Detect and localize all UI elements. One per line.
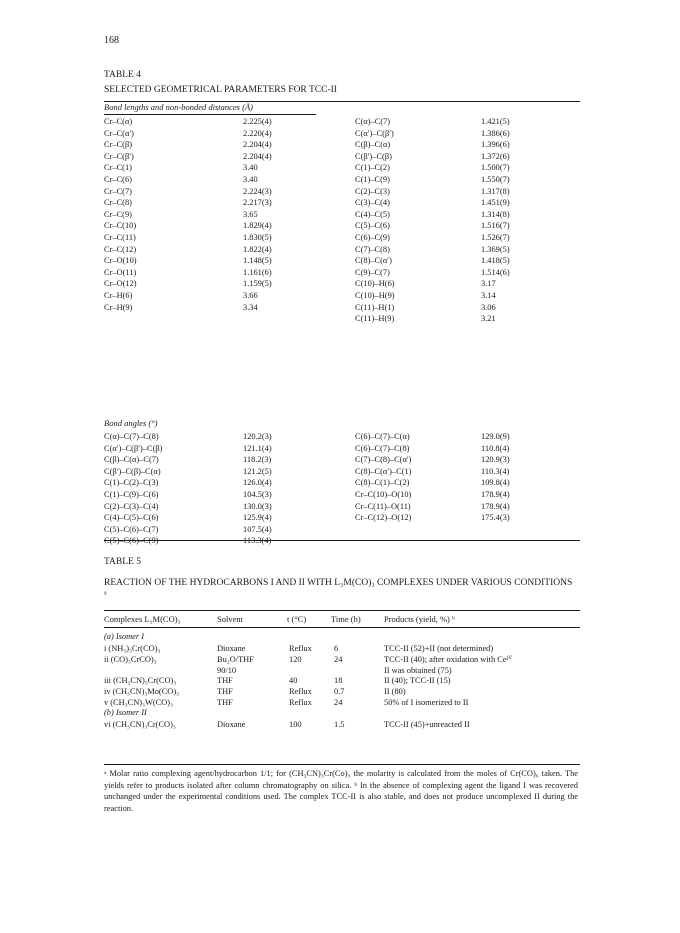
table4-bond-length-row-cell: C(11)–H(9) xyxy=(355,314,395,324)
table4-bond-length-row-cell: 1.514(6) xyxy=(481,267,510,277)
table4-bond-length-row-cell: C(10)–H(9) xyxy=(355,291,395,300)
table4-bond-length-row-cell: Cr–H(9) xyxy=(104,302,133,312)
table4-section-bond-lengths: Bond lengths and non-bonded distances (Å) xyxy=(104,102,253,112)
table4-bond-length-row-cell: 1.830(5) xyxy=(243,233,272,242)
table4-bond-length-row-cell: Cr–C(8) xyxy=(104,198,132,208)
table4-bond-length-row-cell: C(3)–C(4) xyxy=(355,198,390,208)
table5-row-cell: 24 xyxy=(334,698,343,707)
table4-bond-length-row-cell: 1.516(7) xyxy=(481,221,510,231)
table4-bond-angle-row-cell: C(2)–C(3)–C(4) xyxy=(104,501,159,511)
table4-title: SELECTED GEOMETRICAL PARAMETERS FOR TCC-II xyxy=(104,85,337,95)
table4-bond-length-row-cell: 2.224(3) xyxy=(243,186,272,196)
table4-bond-length-row-cell: C(1)–C(2) xyxy=(355,163,390,173)
table4-bond-length-row-cell: Cr–C(7) xyxy=(104,186,132,196)
table4-bond-angle-row-cell: 104.5(3) xyxy=(243,490,272,499)
table4-bond-length-row-cell: C(7)–C(8) xyxy=(355,244,390,254)
table4-bond-length-row-cell: 1.317(8) xyxy=(481,186,510,196)
table5-row-cell: Bu₂O/THF xyxy=(217,654,254,664)
table4-bond-length-row-cell: Cr–O(10) xyxy=(104,256,137,266)
table4-bond-angle-row-cell: 120.2(3) xyxy=(243,432,272,441)
table5-row-cell: v (CH₃CN)₃W(CO)₃ xyxy=(104,698,174,707)
table5-row-cell: Dioxane xyxy=(217,644,246,653)
table5-row-cell: 90/10 xyxy=(217,665,237,675)
table4-bond-length-row-cell: 1.822(4) xyxy=(243,244,272,254)
table4-bond-length-row-cell: C(10)–H(6) xyxy=(355,279,395,289)
table5-row-cell: iii (CH₃CN)₃Cr(CO)₃ xyxy=(104,676,177,686)
table4-bond-length-row-cell: 2.220(4) xyxy=(243,128,272,138)
table4-bond-length-row-cell: Cr–C(6) xyxy=(104,175,132,184)
table4-bond-length-row-cell: 2.204(4) xyxy=(243,151,272,161)
table4-bond-angle-row-cell: Cr–C(12)–O(12) xyxy=(355,513,412,523)
table5-row-cell: Reflux xyxy=(289,698,312,707)
table4-bond-length-row-cell: 3.65 xyxy=(243,209,258,219)
table4-bond-angle-row-cell: 125.9(4) xyxy=(243,513,272,523)
page-number: 168 xyxy=(104,35,119,46)
table4-bond-angle-row-cell: 178.9(4) xyxy=(481,490,510,499)
table5-row-cell: TCC-II (40); after oxidation with Ceᴵⱽ xyxy=(384,654,513,664)
table5-header-temperature: t (°C) xyxy=(287,614,307,624)
table5-row-cell: 24 xyxy=(334,654,343,664)
table5-group-a: (a) Isomer I xyxy=(104,632,145,641)
table4-bond-angle-row-cell: Cr–C(11)–O(11) xyxy=(355,501,411,511)
table4-label: TABLE 4 xyxy=(104,70,141,80)
table4-bond-length-row-cell: C(1)–C(9) xyxy=(355,175,390,184)
table4-bond-length-row-cell: 1.526(7) xyxy=(481,233,510,242)
table5-row-cell: Dioxane xyxy=(217,720,246,729)
table5-row-cell: 100 xyxy=(289,720,302,729)
table4-bond-angle-row-cell: Cr–C(10)–O(10) xyxy=(355,490,412,499)
table4-bond-length-row-cell: 1.418(5) xyxy=(481,256,510,266)
table4-bond-angle-row-cell: 110.8(4) xyxy=(481,443,510,453)
table5-row-cell: 40 xyxy=(289,676,298,686)
table5-row-cell: TCC-II (45)+unreacted II xyxy=(384,720,470,729)
table4-bond-length-row-cell: 3.40 xyxy=(243,163,258,173)
table4-bond-length-row-cell: Cr–O(12) xyxy=(104,279,137,289)
table4-bond-angle-row-cell: C(β′)–C(β)–C(α) xyxy=(104,466,161,476)
table5-row-cell: 6 xyxy=(334,644,339,653)
table4-bond-length-row-cell: 3.17 xyxy=(481,279,496,289)
table4-bond-angle-row-cell: 121.1(4) xyxy=(243,443,272,453)
table4-bond-length-row-cell: Cr–C(11) xyxy=(104,233,136,242)
table5-top-rule xyxy=(104,610,580,611)
table4-bond-length-row-cell: Cr–H(6) xyxy=(104,291,133,300)
table4-bond-length-row-cell: 1.451(9) xyxy=(481,198,510,208)
table4-bond-angle-row-cell: C(5)–C(6)–C(7) xyxy=(104,524,159,534)
table4-bond-length-row-cell: C(α′)–C(β′) xyxy=(355,128,394,138)
table4-bond-length-row-cell: 2.204(4) xyxy=(243,140,272,150)
table4-bond-length-row-cell: 1.386(6) xyxy=(481,128,510,138)
table4-bond-length-row-cell: C(9)–C(7) xyxy=(355,267,390,277)
table4-bond-angle-row-cell: 121.2(5) xyxy=(243,466,272,476)
table4-bond-length-row-cell: C(5)–C(6) xyxy=(355,221,390,231)
table4-bond-angle-row-cell: C(8)–C(1)–C(2) xyxy=(355,478,410,488)
table4-bond-length-row-cell: 2.217(3) xyxy=(243,198,272,208)
table4-bond-length-row-cell: 3.14 xyxy=(481,291,496,300)
table4-bottom-rule xyxy=(104,540,580,541)
table4-bond-angle-row-cell: C(6)–C(7)–C(α) xyxy=(355,432,410,441)
table5-row-cell: iv (CH₃CN)₃Mo(CO)₃ xyxy=(104,687,180,697)
table4-bond-length-row-cell: Cr–C(α) xyxy=(104,117,133,126)
table4-bond-length-row-cell: Cr–C(β) xyxy=(104,140,132,150)
table4-bond-angle-row-cell: C(8)–C(α′)–C(1) xyxy=(355,466,412,476)
table5-header-complexes: Complexes L₃M(CO)₃ xyxy=(104,614,181,624)
table4-bond-angle-row-cell: 107.5(4) xyxy=(243,524,272,534)
table4-bond-angle-row-cell: 129.0(9) xyxy=(481,432,510,441)
table4-bond-angle-row-cell: 113.3(4) xyxy=(243,536,272,546)
table5-row-cell: 18 xyxy=(334,676,343,686)
table4-bond-length-row-cell: Cr–O(11) xyxy=(104,267,137,277)
table4-bond-length-row-cell: 1.421(5) xyxy=(481,117,510,126)
table4-bond-length-row-cell: Cr–C(β′) xyxy=(104,151,134,161)
table4-bond-angle-row-cell: C(1)–C(2)–C(3) xyxy=(104,478,159,488)
table4-bond-length-row-cell: 3.66 xyxy=(243,291,258,300)
table5-row-cell: i (NH₃)₃Cr(CO)₃ xyxy=(104,644,161,653)
table5-row-cell: ii (CO)₃CrCO)₃ xyxy=(104,654,157,664)
table4-bond-length-row-cell: 1.550(7) xyxy=(481,175,510,184)
table4-bond-length-row-cell: C(4)–C(5) xyxy=(355,209,390,219)
table4-bond-length-row-cell: Cr–C(9) xyxy=(104,209,132,219)
table5-row-cell: THF xyxy=(217,687,233,697)
table4-bond-length-row-cell: Cr–C(12) xyxy=(104,244,137,254)
table4-bond-angle-row-cell: C(β)–C(α)–C(7) xyxy=(104,455,159,465)
table4-bond-angle-row-cell: 109.8(4) xyxy=(481,478,510,488)
table4-bond-angle-row-cell: C(7)–C(8)–C(α′) xyxy=(355,455,412,465)
table5-header-rule xyxy=(104,627,580,628)
table4-bond-length-row-cell: 1.159(5) xyxy=(243,279,272,289)
table4-bond-length-row-cell: 3.21 xyxy=(481,314,496,324)
table5-row-cell: vi (CH₃CN)₃Cr(CO)₃ xyxy=(104,720,176,729)
table5-row-cell: THF xyxy=(217,676,233,686)
table5-header-time: Time (h) xyxy=(331,614,361,624)
table4-bond-length-row-cell: 1.369(5) xyxy=(481,244,510,254)
table4-bond-angle-row-cell: 130.0(3) xyxy=(243,501,272,511)
table5-group-b: (b) Isomer II xyxy=(104,708,147,717)
table4-bond-angle-row-cell: 126.0(4) xyxy=(243,478,272,488)
table4-bond-length-row-cell: 1.148(5) xyxy=(243,256,272,266)
table5-footnotes: ᵃ Molar ratio complexing agent/hydrocarbon 1/1; for (CH₃CN)₃Cr(Co)₃ the molarity is calculated from the moles of Cr(CO)₆ taken. The yields refer to products isolated after column chromatography on silica. ᵇ In the absence of complexing agent the ligand I was recovered unchanged under the experimental conditions used. The complex TCC-II is also stable, and does not produce uncomplexed II during the reaction. xyxy=(104,769,578,813)
table4-bond-length-row-cell: Cr–C(1) xyxy=(104,163,132,173)
table4-bond-length-row-cell: 1.314(8) xyxy=(481,209,510,219)
table5-header-solvent: Solvent xyxy=(217,614,243,624)
table5-bottom-rule xyxy=(104,764,580,765)
table4-bond-length-row-cell: 3.06 xyxy=(481,302,496,312)
table5-header-products: Products (yield, %) ᵇ xyxy=(384,614,455,624)
table4-bond-angle-row-cell: 120.9(3) xyxy=(481,455,510,465)
table4-bond-length-row-cell: 1.500(7) xyxy=(481,163,510,173)
table4-bond-length-row-cell: 1.829(4) xyxy=(243,221,272,231)
table4-section-underline xyxy=(104,114,316,115)
table4-bond-angle-row-cell: C(5)–C(6)–C(9) xyxy=(104,536,159,546)
table5-title: REACTION OF THE HYDROCARBONS I AND II WITH L₃M(CO)₃ COMPLEXES UNDER VARIOUS CONDITIONS ᵃ xyxy=(104,578,573,600)
table5-row-cell: 0.7 xyxy=(334,687,345,697)
table4-bond-length-row-cell: C(2)–C(3) xyxy=(355,186,390,196)
table4-bond-length-row-cell: 1.396(6) xyxy=(481,140,510,150)
table4-bond-length-row-cell: C(8)–C(α′) xyxy=(355,256,392,266)
table4-bond-angle-row-cell: 118.2(3) xyxy=(243,455,272,465)
table4-bond-angle-row-cell: C(6)–C(7)–C(8) xyxy=(355,443,410,453)
table4-bond-length-row-cell: 1.161(6) xyxy=(243,267,272,277)
table5-row-cell: Reflux xyxy=(289,644,312,653)
table4-bond-length-row-cell: 3.34 xyxy=(243,302,258,312)
table4-bond-length-row-cell: 1.372(6) xyxy=(481,151,510,161)
table5-row-cell: THF xyxy=(217,698,233,707)
table5-label: TABLE 5 xyxy=(104,557,141,567)
table4-section-bond-angles: Bond angles (°) xyxy=(104,418,158,428)
table4-bond-length-row-cell: C(β)–C(α) xyxy=(355,140,391,150)
table4-bond-angle-row-cell: 178.9(4) xyxy=(481,501,510,511)
table5-row-cell: 50% of I isomerized to II xyxy=(384,698,469,707)
table5-row-cell: 120 xyxy=(289,654,302,664)
table5-row-cell: Reflux xyxy=(289,687,312,697)
table4-bond-angle-row-cell: C(1)–C(9)–C(6) xyxy=(104,490,159,499)
table4-bond-length-row-cell: C(α)–C(7) xyxy=(355,117,391,126)
table5-row-cell: 1.5 xyxy=(334,720,345,729)
table4-bond-angle-row-cell: C(α)–C(7)–C(8) xyxy=(104,432,159,441)
table4-bond-length-row-cell: Cr–C(α′) xyxy=(104,128,134,138)
table4-bond-length-row-cell: 3.40 xyxy=(243,175,258,184)
table4-bond-angle-row-cell: 175.4(3) xyxy=(481,513,510,523)
table4-bond-angle-row-cell: C(4)–C(5)–C(6) xyxy=(104,513,159,523)
table5-row-cell: II was obtained (75) xyxy=(384,665,452,675)
table4-bond-angle-row-cell: C(α′)–C(β′)–C(β) xyxy=(104,443,163,453)
table5-row-cell: II (40); TCC-II (15) xyxy=(384,676,451,686)
table5-row-cell: II (80) xyxy=(384,687,406,697)
table4-bond-length-row-cell: C(6)–C(9) xyxy=(355,233,390,242)
table5-row-cell: TCC-II (52)+II (not determined) xyxy=(384,644,494,653)
table4-bond-angle-row-cell: 110.3(4) xyxy=(481,466,510,476)
table4-bond-length-row-cell: C(11)–H(1) xyxy=(355,302,395,312)
table4-bond-length-row-cell: C(β′)–C(β) xyxy=(355,151,392,161)
table4-bond-length-row-cell: Cr–C(10) xyxy=(104,221,137,231)
table4-bond-length-row-cell: 2.225(4) xyxy=(243,117,272,126)
